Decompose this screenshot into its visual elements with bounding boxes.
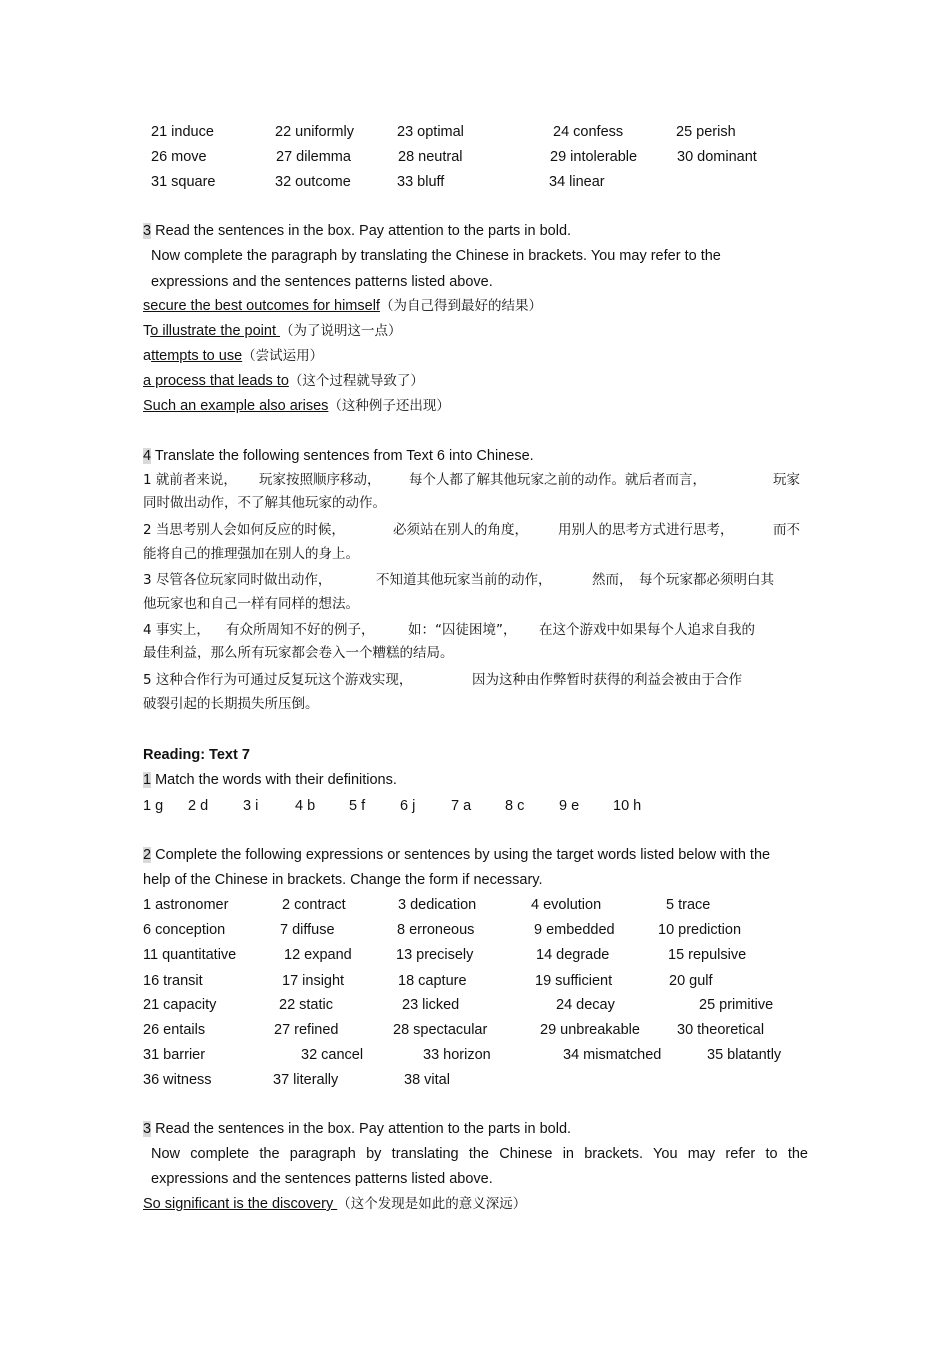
match-answer: 5 f <box>349 798 366 814</box>
match-answer: 2 d <box>188 798 209 814</box>
section-4-instruction <box>143 447 534 465</box>
translation-line: 同时做出动作，不了解其他玩家的动作。 <box>143 495 386 511</box>
section-number: 2 <box>143 847 152 863</box>
answer-english: Such an example also arises <box>143 398 329 414</box>
segment: 然而， <box>592 572 633 588</box>
grid-word: 27 refined <box>274 1022 339 1038</box>
grid-word: 9 embedded <box>534 922 615 938</box>
grid-word: 21 capacity <box>143 997 217 1013</box>
grid-word: 28 neutral <box>398 149 463 165</box>
answer-english: o illustrate the point <box>150 323 281 339</box>
grid-word: 26 move <box>151 149 207 165</box>
instruction-text: Match the words with their definitions. <box>151 772 397 788</box>
section-number: 3 <box>143 1121 152 1137</box>
segment: 如：“囚徒困境”， <box>408 622 517 638</box>
answer-line <box>143 322 402 340</box>
grid-word: 10 prediction <box>658 922 742 938</box>
translation-line <box>143 571 774 589</box>
grid-word: 30 theoretical <box>677 1022 765 1038</box>
grid-word: 15 repulsive <box>668 947 747 963</box>
translation-line <box>143 671 742 689</box>
grid-word: 32 outcome <box>275 174 351 190</box>
grid-word: 37 literally <box>273 1072 339 1088</box>
section-number: 4 <box>143 448 152 464</box>
reading-heading: Reading: Text 7 <box>143 747 250 763</box>
grid-word: 33 bluff <box>397 174 445 190</box>
grid-word: 24 confess <box>553 124 624 140</box>
grid-word: 19 sufficient <box>535 973 613 989</box>
instruction-text: Read the sentences in the box. Pay attention to the parts in bold. <box>151 223 572 239</box>
grid-word: 36 witness <box>143 1072 212 1088</box>
grid-word: 34 mismatched <box>563 1047 662 1063</box>
segment: 玩家按照顺序移动， <box>259 472 381 488</box>
answer-english: a process that leads to <box>143 373 289 389</box>
answer-chinese: （这种例子还出现） <box>328 398 450 414</box>
section-1-instruction <box>143 771 397 789</box>
answer-prefix: a <box>143 348 152 364</box>
answer-english: So significant is the discovery <box>143 1196 338 1212</box>
grid-word: 38 vital <box>404 1072 450 1088</box>
segment: 有众所周知不好的例子， <box>226 622 375 638</box>
grid-word: 12 expand <box>284 947 352 963</box>
answer-english: ttempts to use <box>151 348 243 364</box>
answer-line <box>143 347 323 365</box>
grid-word: 7 diffuse <box>280 922 335 938</box>
section-number: 1 <box>143 772 152 788</box>
translation-line: 破裂引起的长期损失所压倒。 <box>143 696 319 712</box>
grid-word: 27 dilemma <box>276 149 351 165</box>
grid-word: 22 static <box>279 997 333 1013</box>
instruction-line: Now complete the paragraph by translating the Chinese in brackets. You may refer to the <box>151 248 721 264</box>
grid-word: 22 uniformly <box>275 124 354 140</box>
translation-line: 他玩家也和自己一样有同样的想法。 <box>143 596 359 612</box>
section-number: 3 <box>143 223 152 239</box>
grid-word: 21 induce <box>151 124 214 140</box>
grid-word: 23 optimal <box>397 124 464 140</box>
segment: 而不 <box>773 522 800 538</box>
match-answer: 4 b <box>295 798 316 814</box>
translation-line <box>143 621 755 639</box>
grid-word: 33 horizon <box>423 1047 491 1063</box>
segment: 玩家 <box>773 472 800 488</box>
match-answer: 6 j <box>400 798 416 814</box>
grid-word: 5 trace <box>666 897 711 913</box>
match-answer: 7 a <box>451 798 472 814</box>
answer-chinese: （尝试运用） <box>242 348 324 364</box>
segment: 3 尽管各位玩家同时做出动作， <box>143 572 332 588</box>
grid-word: 29 unbreakable <box>540 1022 640 1038</box>
grid-word: 3 dedication <box>398 897 477 913</box>
grid-word: 4 evolution <box>531 897 602 913</box>
answer-chinese: （这个过程就导致了） <box>288 373 424 389</box>
answer-chinese: （这个发现是如此的意义深远） <box>337 1196 527 1212</box>
grid-word: 30 dominant <box>677 149 757 165</box>
segment: 4 事实上， <box>143 622 210 638</box>
match-answer: 3 i <box>243 798 259 814</box>
instruction-line: expressions and the sentences patterns listed above. <box>151 1171 493 1187</box>
segment: 每个人都了解其他玩家之前的动作。就后者而言， <box>409 472 706 488</box>
segment: 每个玩家都必须明白其 <box>639 572 774 588</box>
match-answer: 9 e <box>559 798 580 814</box>
grid-word: 29 intolerable <box>550 149 638 165</box>
grid-word: 28 spectacular <box>393 1022 488 1038</box>
grid-word: 23 licked <box>402 997 460 1013</box>
grid-word: 11 quantitative <box>143 947 237 963</box>
segment: 必须站在别人的角度， <box>393 522 528 538</box>
segment: 1 就前者来说， <box>143 472 237 488</box>
instruction-line: help of the Chinese in brackets. Change the form if necessary. <box>143 872 543 888</box>
segment: 在这个游戏中如果每个人追求自我的 <box>539 622 755 638</box>
instruction-line: expressions and the sentences patterns listed above. <box>151 274 493 290</box>
instruction-text: Complete the following expressions or sentences by using the target words listed below with the <box>151 847 771 863</box>
segment: 2 当思考别人会如何反应的时候， <box>143 522 345 538</box>
grid-word: 25 perish <box>676 124 736 140</box>
grid-word: 14 degrade <box>536 947 610 963</box>
segment: 因为这种由作弊暂时获得的利益会被由于合作 <box>472 672 742 688</box>
grid-word: 6 conception <box>143 922 226 938</box>
grid-word: 34 linear <box>549 174 605 190</box>
grid-word: 24 decay <box>556 997 615 1013</box>
segment: 用别人的思考方式进行思考， <box>558 522 734 538</box>
answer-chinese: （为自己得到最好的结果） <box>379 298 542 314</box>
answer-prefix: T <box>143 323 151 339</box>
grid-word: 32 cancel <box>301 1047 364 1063</box>
match-answer: 1 g <box>143 798 164 814</box>
grid-word: 13 precisely <box>396 947 474 963</box>
grid-word: 16 transit <box>143 973 203 989</box>
grid-word: 18 capture <box>398 973 467 989</box>
segment: 5 这种合作行为可通过反复玩这个游戏实现， <box>143 672 413 688</box>
segment: 不知道其他玩家当前的动作， <box>376 572 552 588</box>
grid-word: 20 gulf <box>669 973 713 989</box>
grid-word: 2 contract <box>282 897 346 913</box>
grid-word: 31 square <box>151 174 216 190</box>
grid-word: 8 erroneous <box>397 922 475 938</box>
grid-word: 25 primitive <box>699 997 774 1013</box>
answer-line <box>143 1195 526 1213</box>
grid-word: 26 entails <box>143 1022 206 1038</box>
answer-english: secure the best outcomes for himself <box>143 298 380 314</box>
answer-chinese: （为了说明这一点） <box>280 323 402 339</box>
match-answer: 8 c <box>505 798 525 814</box>
section-3b-instruction <box>143 1120 571 1138</box>
instruction-text: Translate the following sentences from Text 6 into Chinese. <box>151 448 534 464</box>
translation-line <box>143 521 800 539</box>
grid-word: 31 barrier <box>143 1047 206 1063</box>
answer-line <box>143 397 450 415</box>
answer-line <box>143 372 424 390</box>
answer-line <box>143 297 542 315</box>
section-3a-instruction <box>143 222 571 240</box>
section-2-instruction <box>143 846 770 864</box>
grid-word: 35 blatantly <box>707 1047 782 1063</box>
translation-line: 能将自己的推理强加在别人的身上。 <box>143 546 359 562</box>
grid-word: 17 insight <box>282 973 345 989</box>
instruction-text: Read the sentences in the box. Pay attention to the parts in bold. <box>151 1121 572 1137</box>
instruction-line: Now complete the paragraph by translating the Chinese in brackets. You may refer to the <box>151 1146 808 1162</box>
match-answer: 10 h <box>613 798 642 814</box>
translation-line: 最佳利益，那么所有玩家都会卷入一个糟糕的结局。 <box>143 645 454 661</box>
translation-line <box>143 471 800 489</box>
grid-word: 1 astronomer <box>143 897 229 913</box>
